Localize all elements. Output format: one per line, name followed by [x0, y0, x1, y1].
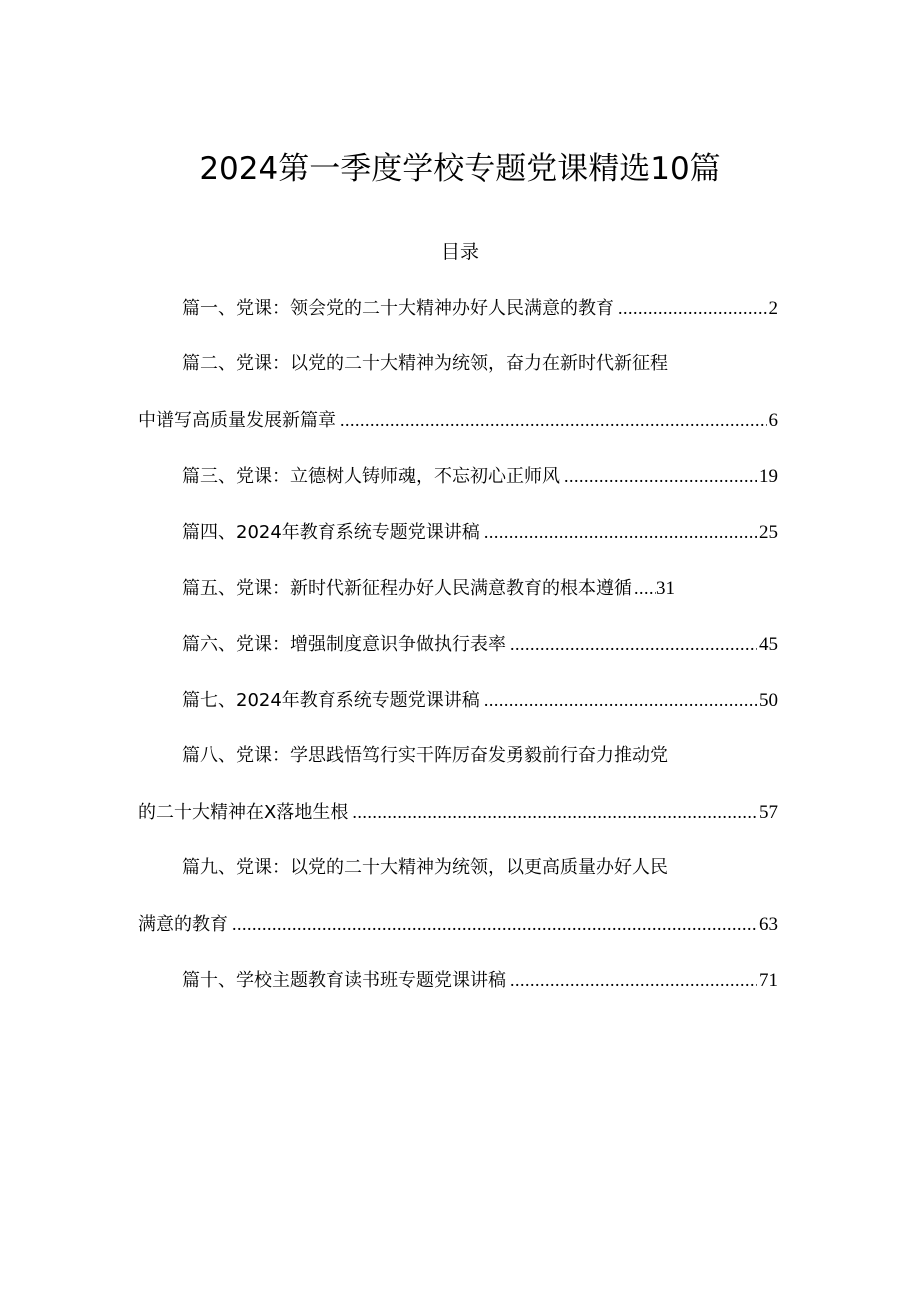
toc-dot-leader	[232, 908, 757, 940]
toc-entry-text: 篇四、2024年教育系统专题党课讲稿	[182, 522, 480, 543]
toc-page-number: 2	[768, 298, 778, 319]
toc-entry-8[interactable]	[138, 740, 778, 772]
toc-entry-text: 篇六、党课：增强制度意识争做执行表率	[182, 634, 506, 655]
toc-entry-6[interactable]	[138, 628, 778, 660]
toc-dot-leader	[352, 796, 757, 828]
toc-entry-text: 篇八、党课：学思践悟笃行实干阵厉奋发勇毅前行奋力推动党	[182, 745, 668, 766]
toc-dot-leader	[510, 964, 757, 996]
toc-page-number: 6	[768, 410, 778, 431]
toc-page-number: 25	[759, 522, 778, 543]
toc-page-number: 63	[759, 914, 778, 935]
toc-entry-9-continued[interactable]	[138, 908, 778, 940]
document-title: 2024第一季度学校专题党课精选10篇	[199, 151, 721, 187]
toc-dot-leader	[484, 516, 757, 548]
toc-entry-text: 篇二、党课：以党的二十大精神为统领，奋力在新时代新征程	[182, 353, 668, 374]
toc-entry-text: 篇三、党课：立德树人铸师魂，不忘初心正师风	[182, 466, 560, 487]
toc-dot-leader	[564, 460, 757, 492]
toc-entry-text: 篇十、学校主题教育读书班专题党课讲稿	[182, 970, 506, 991]
toc-page-number: 71	[759, 970, 778, 991]
toc-entry-2[interactable]	[138, 348, 778, 380]
toc-entry-text: 的二十大精神在X落地生根	[138, 802, 349, 823]
toc-entry-text: 篇九、党课：以党的二十大精神为统领，以更高质量办好人民	[182, 857, 668, 878]
toc-entry-8-continued[interactable]	[138, 796, 778, 828]
toc-dot-leader	[484, 684, 757, 716]
toc-entry-7[interactable]	[138, 684, 778, 716]
toc-dot-leader	[510, 628, 757, 660]
toc-page-number: 50	[759, 690, 778, 711]
toc-entry-text: 篇一、党课：领会党的二十大精神办好人民满意的教育	[182, 298, 614, 319]
toc-entry-text: 篇五、党课：新时代新征程办好人民满意教育的根本遵循	[182, 578, 632, 599]
toc-entry-2-continued[interactable]	[138, 404, 778, 436]
toc-entry-4[interactable]	[138, 516, 778, 548]
toc-entry-3[interactable]	[138, 460, 778, 492]
toc-entry-text: 满意的教育	[138, 914, 228, 935]
toc-page-number: 45	[759, 634, 778, 655]
toc-page-number: 19	[759, 466, 778, 487]
toc-dot-leader	[634, 572, 656, 604]
toc-heading: 目录	[440, 241, 479, 263]
toc-entry-10[interactable]	[138, 964, 778, 996]
toc-page-number: 31	[656, 578, 675, 599]
toc-entry-text: 篇七、2024年教育系统专题党课讲稿	[182, 690, 480, 711]
toc-entry-5[interactable]	[138, 572, 778, 604]
toc-entry-text: 中谱写高质量发展新篇章	[138, 410, 336, 431]
toc-dot-leader	[340, 404, 767, 436]
toc-page-number: 57	[759, 802, 778, 823]
toc-entry-9[interactable]	[138, 852, 778, 884]
toc-dot-leader	[618, 292, 767, 324]
toc-entry-1[interactable]	[138, 292, 778, 324]
